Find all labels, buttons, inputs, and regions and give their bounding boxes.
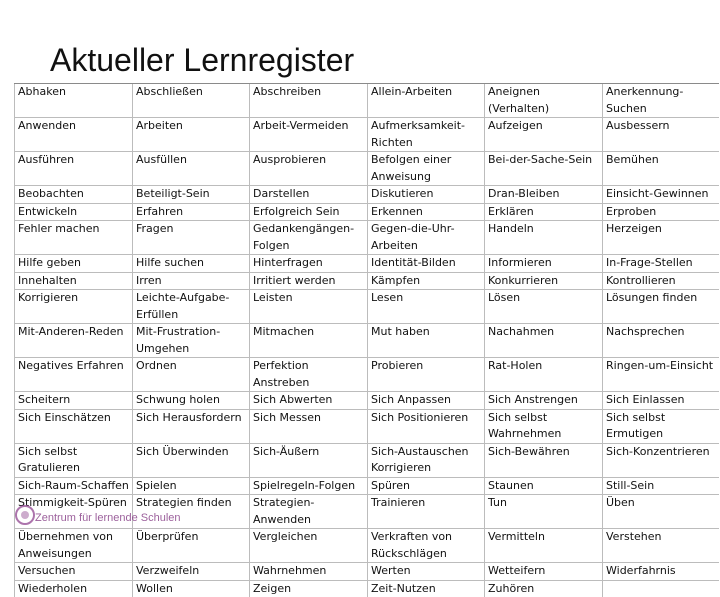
table-cell: Aneignen (Verhalten) — [485, 84, 603, 118]
table-cell: Scheitern — [15, 392, 133, 410]
table-cell: Erfolgreich Sein — [250, 203, 368, 221]
table-cell: Erkennen — [368, 203, 485, 221]
table-cell: Erfahren — [133, 203, 250, 221]
table-cell: Üben — [603, 495, 719, 529]
table-cell: Überprüfen — [133, 529, 250, 563]
table-cell: Sich Herausfordern — [133, 409, 250, 443]
table-cell: Ausprobieren — [250, 152, 368, 186]
table-cell: Sich-Äußern — [250, 443, 368, 477]
table-cell: Tun — [485, 495, 603, 529]
table-cell: Sich selbst Wahrnehmen — [485, 409, 603, 443]
table-row — [15, 255, 719, 273]
table-cell: Ringen-um-Einsicht — [603, 358, 719, 392]
table-cell: Anwenden — [15, 118, 133, 152]
table-cell: Darstellen — [250, 186, 368, 204]
table-cell: Mut haben — [368, 324, 485, 358]
table-cell: Strategien finden — [133, 495, 250, 529]
table-cell: Probieren — [368, 358, 485, 392]
table-cell: Versuchen — [15, 563, 133, 581]
table-cell: Zeigen — [250, 580, 368, 597]
table-cell: Leichte-Aufgabe-Erfüllen — [133, 290, 250, 324]
table-cell: Bemühen — [603, 152, 719, 186]
table-cell: Sich-Konzentrieren — [603, 443, 719, 477]
table-cell: Arbeiten — [133, 118, 250, 152]
table-cell: Innehalten — [15, 272, 133, 290]
table-cell: Mit-Frustration-Umgehen — [133, 324, 250, 358]
table-row — [15, 392, 719, 410]
table-cell: Diskutieren — [368, 186, 485, 204]
table-cell: Werten — [368, 563, 485, 581]
table-cell: Negatives Erfahren — [15, 358, 133, 392]
table-cell: Ausbessern — [603, 118, 719, 152]
table-cell: Kontrollieren — [603, 272, 719, 290]
table-cell: Perfektion Anstreben — [250, 358, 368, 392]
table-cell: Sich Anpassen — [368, 392, 485, 410]
table-cell: Abhaken — [15, 84, 133, 118]
watermark-logo-text: Zentrum für lernende Schulen — [35, 512, 181, 524]
table-cell: Verkraften von Rückschlägen — [368, 529, 485, 563]
table-cell: Ordnen — [133, 358, 250, 392]
table-row — [15, 290, 719, 324]
table-cell: Verzweifeln — [133, 563, 250, 581]
table-row — [15, 84, 719, 118]
table-row — [15, 272, 719, 290]
table-cell: Sich-Raum-Schaffen — [15, 477, 133, 495]
table-cell: Übernehmen von Anweisungen — [15, 529, 133, 563]
table-cell: Handeln — [485, 221, 603, 255]
table-cell: Leisten — [250, 290, 368, 324]
table-cell: Hilfe suchen — [133, 255, 250, 273]
table-cell: Sich Überwinden — [133, 443, 250, 477]
table-row — [15, 186, 719, 204]
table-cell: Gegen-die-Uhr-Arbeiten — [368, 221, 485, 255]
table-cell: Widerfahrnis — [603, 563, 719, 581]
table-cell: Irren — [133, 272, 250, 290]
table-cell: Schwung holen — [133, 392, 250, 410]
page-title: Aktueller Lernregister — [50, 42, 355, 78]
table-cell: Vergleichen — [250, 529, 368, 563]
table-cell: Arbeit-Vermeiden — [250, 118, 368, 152]
table-cell: Spielregeln-Folgen — [250, 477, 368, 495]
table-cell: Sich Einlassen — [603, 392, 719, 410]
table-cell: Einsicht-Gewinnen — [603, 186, 719, 204]
table-row — [15, 358, 719, 392]
table-cell: Wiederholen — [15, 580, 133, 597]
table-row — [15, 477, 719, 495]
table-cell: Sich Messen — [250, 409, 368, 443]
table-cell: Kämpfen — [368, 272, 485, 290]
table-cell: Sich Positionieren — [368, 409, 485, 443]
table-cell: Fragen — [133, 221, 250, 255]
table-cell: Korrigieren — [15, 290, 133, 324]
table-cell: Zuhören — [485, 580, 603, 597]
table-cell — [603, 580, 719, 597]
table-cell: Wahrnehmen — [250, 563, 368, 581]
table-cell: Abschließen — [133, 84, 250, 118]
table-cell: Still-Sein — [603, 477, 719, 495]
table-row — [15, 443, 719, 477]
table-cell: Herzeigen — [603, 221, 719, 255]
table-cell: Mit-Anderen-Reden — [15, 324, 133, 358]
table-cell: Allein-Arbeiten — [368, 84, 485, 118]
table-row — [15, 580, 719, 597]
table-cell: Gedankengängen-Folgen — [250, 221, 368, 255]
table-cell: Abschreiben — [250, 84, 368, 118]
table-cell: Bei-der-Sache-Sein — [485, 152, 603, 186]
table-row — [15, 409, 719, 443]
table-cell: Sich selbst Ermutigen — [603, 409, 719, 443]
table-cell: Ausführen — [15, 152, 133, 186]
table-cell: Identität-Bilden — [368, 255, 485, 273]
table-cell: Erklären — [485, 203, 603, 221]
table-cell: Sich Anstrengen — [485, 392, 603, 410]
table-row — [15, 324, 719, 358]
table-cell: Stimmigkeit-Spüren — [15, 495, 133, 529]
table-cell: Aufmerksamkeit-Richten — [368, 118, 485, 152]
table-cell: Lesen — [368, 290, 485, 324]
table-cell: Rat-Holen — [485, 358, 603, 392]
table-cell: Trainieren — [368, 495, 485, 529]
table-cell: Lösungen finden — [603, 290, 719, 324]
table-row — [15, 221, 719, 255]
table-cell: Irritiert werden — [250, 272, 368, 290]
table-cell: Lösen — [485, 290, 603, 324]
table-cell: Sich-Austauschen Korrigieren — [368, 443, 485, 477]
table-row — [15, 563, 719, 581]
table-cell: Wollen — [133, 580, 250, 597]
table-cell: Spüren — [368, 477, 485, 495]
table-cell: Hinterfragen — [250, 255, 368, 273]
table-cell: Dran-Bleiben — [485, 186, 603, 204]
table-cell: Mitmachen — [250, 324, 368, 358]
table-cell: Aufzeigen — [485, 118, 603, 152]
table-row — [15, 203, 719, 221]
table-cell: Anerkennung-Suchen — [603, 84, 719, 118]
table-row — [15, 118, 719, 152]
table-cell: Nachahmen — [485, 324, 603, 358]
table-cell: Sich selbst Gratulieren — [15, 443, 133, 477]
school-logo-icon — [14, 504, 36, 526]
table-cell: Vermitteln — [485, 529, 603, 563]
table-cell: In-Frage-Stellen — [603, 255, 719, 273]
table-cell: Sich Abwerten — [250, 392, 368, 410]
table-row — [15, 529, 719, 563]
table-cell: Ausfüllen — [133, 152, 250, 186]
table-cell: Spielen — [133, 477, 250, 495]
table-row — [15, 152, 719, 186]
table-cell: Fehler machen — [15, 221, 133, 255]
table-cell: Nachsprechen — [603, 324, 719, 358]
table-cell: Strategien-Anwenden — [250, 495, 368, 529]
table-cell: Sich-Bewähren — [485, 443, 603, 477]
table-cell: Sich Einschätzen — [15, 409, 133, 443]
table-cell: Verstehen — [603, 529, 719, 563]
table-cell: Zeit-Nutzen — [368, 580, 485, 597]
table-cell: Erproben — [603, 203, 719, 221]
table-cell: Konkurrieren — [485, 272, 603, 290]
table-cell: Befolgen einer Anweisung — [368, 152, 485, 186]
table-cell: Beteiligt-Sein — [133, 186, 250, 204]
table-cell: Beobachten — [15, 186, 133, 204]
table-cell: Hilfe geben — [15, 255, 133, 273]
table-cell: Wetteifern — [485, 563, 603, 581]
table-cell: Entwickeln — [15, 203, 133, 221]
table-cell: Informieren — [485, 255, 603, 273]
table-cell: Staunen — [485, 477, 603, 495]
